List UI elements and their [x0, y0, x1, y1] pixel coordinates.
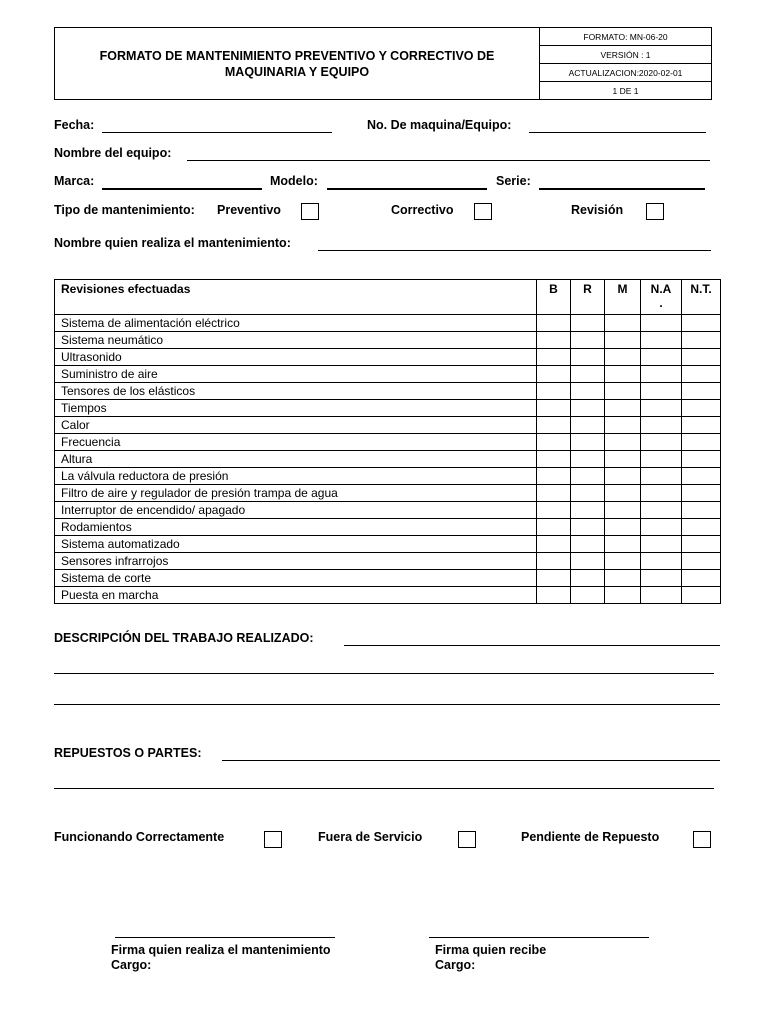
repuestos-label: REPUESTOS O PARTES:	[54, 746, 202, 760]
mark-cell-b[interactable]	[537, 485, 571, 502]
mark-cell-m[interactable]	[605, 349, 641, 366]
mark-cell-na[interactable]	[641, 587, 682, 604]
mark-cell-r[interactable]	[571, 519, 605, 536]
firma-recibe-line[interactable]	[429, 937, 649, 938]
page-number: 1 DE 1	[612, 86, 639, 96]
mark-cell-b[interactable]	[537, 434, 571, 451]
mark-cell-m[interactable]	[605, 417, 641, 434]
mark-cell-b[interactable]	[537, 536, 571, 553]
mark-cell-nt[interactable]	[682, 570, 721, 587]
mark-cell-nt[interactable]	[682, 485, 721, 502]
mark-cell-m[interactable]	[605, 502, 641, 519]
title-line-1: FORMATO DE MANTENIMIENTO PREVENTIVO Y CORRECTIVO DE	[99, 48, 495, 63]
nombre-equipo-field[interactable]	[187, 160, 710, 161]
mark-cell-nt[interactable]	[682, 400, 721, 417]
table-row	[55, 587, 721, 604]
pendiente-checkbox[interactable]	[693, 831, 711, 848]
mark-cell-nt[interactable]	[682, 519, 721, 536]
revision-item-label: La válvula reductora de presión	[55, 468, 537, 485]
mark-cell-na[interactable]	[641, 502, 682, 519]
col-m: M	[605, 280, 641, 315]
mark-cell-na[interactable]	[641, 366, 682, 383]
mark-cell-nt[interactable]	[682, 315, 721, 332]
marca-field[interactable]	[102, 188, 262, 190]
mark-cell-r[interactable]	[571, 383, 605, 400]
revision-item-label: Altura	[55, 451, 537, 468]
mark-cell-r[interactable]	[571, 349, 605, 366]
mark-cell-nt[interactable]	[682, 553, 721, 570]
col-b: B	[537, 280, 571, 315]
mark-cell-b[interactable]	[537, 349, 571, 366]
table-row	[55, 485, 721, 502]
mark-cell-m[interactable]	[605, 332, 641, 349]
mark-cell-r[interactable]	[571, 468, 605, 485]
descripcion-label: DESCRIPCIÓN DEL TRABAJO REALIZADO:	[54, 631, 314, 645]
mark-cell-b[interactable]	[537, 451, 571, 468]
mark-cell-b[interactable]	[537, 383, 571, 400]
table-row	[55, 332, 721, 349]
title-line-2: MAQUINARIA Y EQUIPO	[224, 64, 370, 79]
table-row	[55, 383, 721, 400]
firma-recibe-label: Firma quien recibe	[435, 943, 547, 957]
descripcion-field-line-1[interactable]	[344, 645, 720, 646]
table-header-row	[55, 280, 721, 315]
mark-cell-m[interactable]	[605, 434, 641, 451]
mark-cell-nt[interactable]	[682, 366, 721, 383]
modelo-field[interactable]	[327, 188, 487, 190]
fecha-field[interactable]	[102, 132, 332, 133]
table-row	[55, 366, 721, 383]
revision-item-label: Filtro de aire y regulador de presión trampa de agua	[55, 485, 537, 502]
mark-cell-r[interactable]	[571, 400, 605, 417]
formato-code: FORMATO: MN-06-20	[540, 28, 711, 46]
mark-cell-b[interactable]	[537, 332, 571, 349]
mark-cell-na[interactable]	[641, 315, 682, 332]
mark-cell-b[interactable]	[537, 468, 571, 485]
table-row	[55, 349, 721, 366]
col-nt: N.T.	[682, 280, 721, 315]
descripcion-field-line-2[interactable]	[54, 673, 714, 674]
fuera-servicio-label: Fuera de Servicio	[318, 830, 423, 844]
mark-cell-na[interactable]	[641, 570, 682, 587]
mark-cell-nt[interactable]	[682, 587, 721, 604]
table-row	[55, 570, 721, 587]
fecha-label: Fecha:	[54, 118, 95, 132]
table-row	[55, 451, 721, 468]
mark-cell-na[interactable]	[641, 400, 682, 417]
mark-cell-nt[interactable]	[682, 383, 721, 400]
form-metadata	[539, 27, 712, 100]
mark-cell-m[interactable]	[605, 553, 641, 570]
revisiones-table	[54, 279, 721, 604]
mark-cell-na[interactable]	[641, 383, 682, 400]
mark-cell-b[interactable]	[537, 400, 571, 417]
form-title	[54, 27, 540, 100]
revision-item-label: Sistema automatizado	[55, 536, 537, 553]
cargo-recibe-label: Cargo:	[435, 958, 476, 972]
correctivo-label: Correctivo	[391, 203, 454, 217]
mark-cell-m[interactable]	[605, 587, 641, 604]
revisiones-header: Revisiones efectuadas	[55, 280, 537, 315]
table-row	[55, 434, 721, 451]
mark-cell-na[interactable]	[641, 519, 682, 536]
mark-cell-na[interactable]	[641, 468, 682, 485]
repuestos-field-line-1[interactable]	[222, 760, 720, 761]
mark-cell-m[interactable]	[605, 315, 641, 332]
revision-item-label: Calor	[55, 417, 537, 434]
no-maquina-field[interactable]	[529, 132, 706, 133]
no-maquina-label: No. De maquina/Equipo:	[367, 118, 512, 132]
funcionando-checkbox[interactable]	[264, 831, 282, 848]
mark-cell-m[interactable]	[605, 468, 641, 485]
mark-cell-r[interactable]	[571, 587, 605, 604]
nombre-realiza-label: Nombre quien realiza el mantenimiento:	[54, 236, 291, 250]
table-row	[55, 315, 721, 332]
mark-cell-b[interactable]	[537, 519, 571, 536]
revision-item-label: Sistema neumático	[55, 332, 537, 349]
preventivo-checkbox[interactable]	[301, 203, 319, 220]
revision-item-label: Rodamientos	[55, 519, 537, 536]
firma-realiza	[111, 943, 331, 973]
mark-cell-r[interactable]	[571, 451, 605, 468]
tipo-label: Tipo de mantenimiento:	[54, 203, 195, 217]
col-na: N.A .	[641, 280, 682, 315]
revision-label: Revisión	[571, 203, 624, 217]
nombre-equipo-label: Nombre del equipo:	[54, 146, 172, 160]
pendiente-label: Pendiente de Repuesto	[521, 830, 660, 844]
mark-cell-b[interactable]	[537, 502, 571, 519]
revision-item-label: Frecuencia	[55, 434, 537, 451]
table-row	[55, 553, 721, 570]
fuera-servicio-checkbox[interactable]	[458, 831, 476, 848]
mark-cell-na[interactable]	[641, 553, 682, 570]
table-row	[55, 400, 721, 417]
mark-cell-r[interactable]	[571, 417, 605, 434]
serie-label: Serie:	[496, 174, 531, 188]
mark-cell-m[interactable]	[605, 570, 641, 587]
actualizacion: ACTUALIZACION:2020-02-01	[540, 64, 711, 82]
preventivo-label: Preventivo	[217, 203, 281, 217]
mark-cell-m[interactable]	[605, 366, 641, 383]
mark-cell-r[interactable]	[571, 434, 605, 451]
mark-cell-b[interactable]	[537, 366, 571, 383]
revision-item-label: Tiempos	[55, 400, 537, 417]
firma-realiza-line[interactable]	[115, 937, 335, 938]
firma-recibe	[435, 943, 546, 973]
mark-cell-r[interactable]	[571, 485, 605, 502]
mark-cell-m[interactable]	[605, 383, 641, 400]
mark-cell-nt[interactable]	[682, 332, 721, 349]
mark-cell-m[interactable]	[605, 485, 641, 502]
mark-cell-r[interactable]	[571, 366, 605, 383]
table-row	[55, 536, 721, 553]
mark-cell-b[interactable]	[537, 315, 571, 332]
revision-item-label: Sistema de alimentación eléctrico	[55, 315, 537, 332]
mark-cell-b[interactable]	[537, 587, 571, 604]
table-row	[55, 519, 721, 536]
mark-cell-na[interactable]	[641, 485, 682, 502]
mark-cell-m[interactable]	[605, 400, 641, 417]
mark-cell-m[interactable]	[605, 536, 641, 553]
revision-item-label: Tensores de los elásticos	[55, 383, 537, 400]
mark-cell-b[interactable]	[537, 417, 571, 434]
revision-item-label: Sistema de corte	[55, 570, 537, 587]
correctivo-checkbox[interactable]	[474, 203, 492, 220]
col-r: R	[571, 280, 605, 315]
revision-item-label: Puesta en marcha	[55, 587, 537, 604]
mark-cell-nt[interactable]	[682, 468, 721, 485]
revision-item-label: Interruptor de encendido/ apagado	[55, 502, 537, 519]
mark-cell-na[interactable]	[641, 417, 682, 434]
marca-label: Marca:	[54, 174, 95, 188]
revision-item-label: Ultrasonido	[55, 349, 537, 366]
mark-cell-r[interactable]	[571, 315, 605, 332]
mark-cell-na[interactable]	[641, 434, 682, 451]
mark-cell-r[interactable]	[571, 536, 605, 553]
mark-cell-r[interactable]	[571, 553, 605, 570]
mark-cell-na[interactable]	[641, 332, 682, 349]
cargo-realiza-label: Cargo:	[111, 958, 152, 972]
mark-cell-b[interactable]	[537, 553, 571, 570]
mark-cell-na[interactable]	[641, 451, 682, 468]
mark-cell-nt[interactable]	[682, 417, 721, 434]
firma-realiza-label: Firma quien realiza el mantenimiento	[111, 943, 331, 957]
mark-cell-nt[interactable]	[682, 434, 721, 451]
revision-item-label: Sensores infrarrojos	[55, 553, 537, 570]
funcionando-label: Funcionando Correctamente	[54, 830, 225, 844]
mark-cell-na[interactable]	[641, 349, 682, 366]
mark-cell-nt[interactable]	[682, 536, 721, 553]
version: VERSIÓN : 1	[540, 46, 711, 64]
modelo-label: Modelo:	[270, 174, 318, 188]
mark-cell-r[interactable]	[571, 570, 605, 587]
mark-cell-nt[interactable]	[682, 451, 721, 468]
mark-cell-b[interactable]	[537, 570, 571, 587]
repuestos-field-line-2[interactable]	[54, 788, 714, 789]
revision-item-label: Suministro de aire	[55, 366, 537, 383]
table-row	[55, 502, 721, 519]
mark-cell-nt[interactable]	[682, 349, 721, 366]
serie-field[interactable]	[539, 188, 705, 190]
mark-cell-m[interactable]	[605, 451, 641, 468]
mark-cell-r[interactable]	[571, 332, 605, 349]
descripcion-field-line-3[interactable]	[54, 704, 720, 705]
mark-cell-r[interactable]	[571, 502, 605, 519]
table-row	[55, 468, 721, 485]
mark-cell-nt[interactable]	[682, 502, 721, 519]
nombre-realiza-field[interactable]	[318, 250, 711, 251]
table-row	[55, 417, 721, 434]
revision-checkbox[interactable]	[646, 203, 664, 220]
mark-cell-na[interactable]	[641, 536, 682, 553]
mark-cell-m[interactable]	[605, 519, 641, 536]
